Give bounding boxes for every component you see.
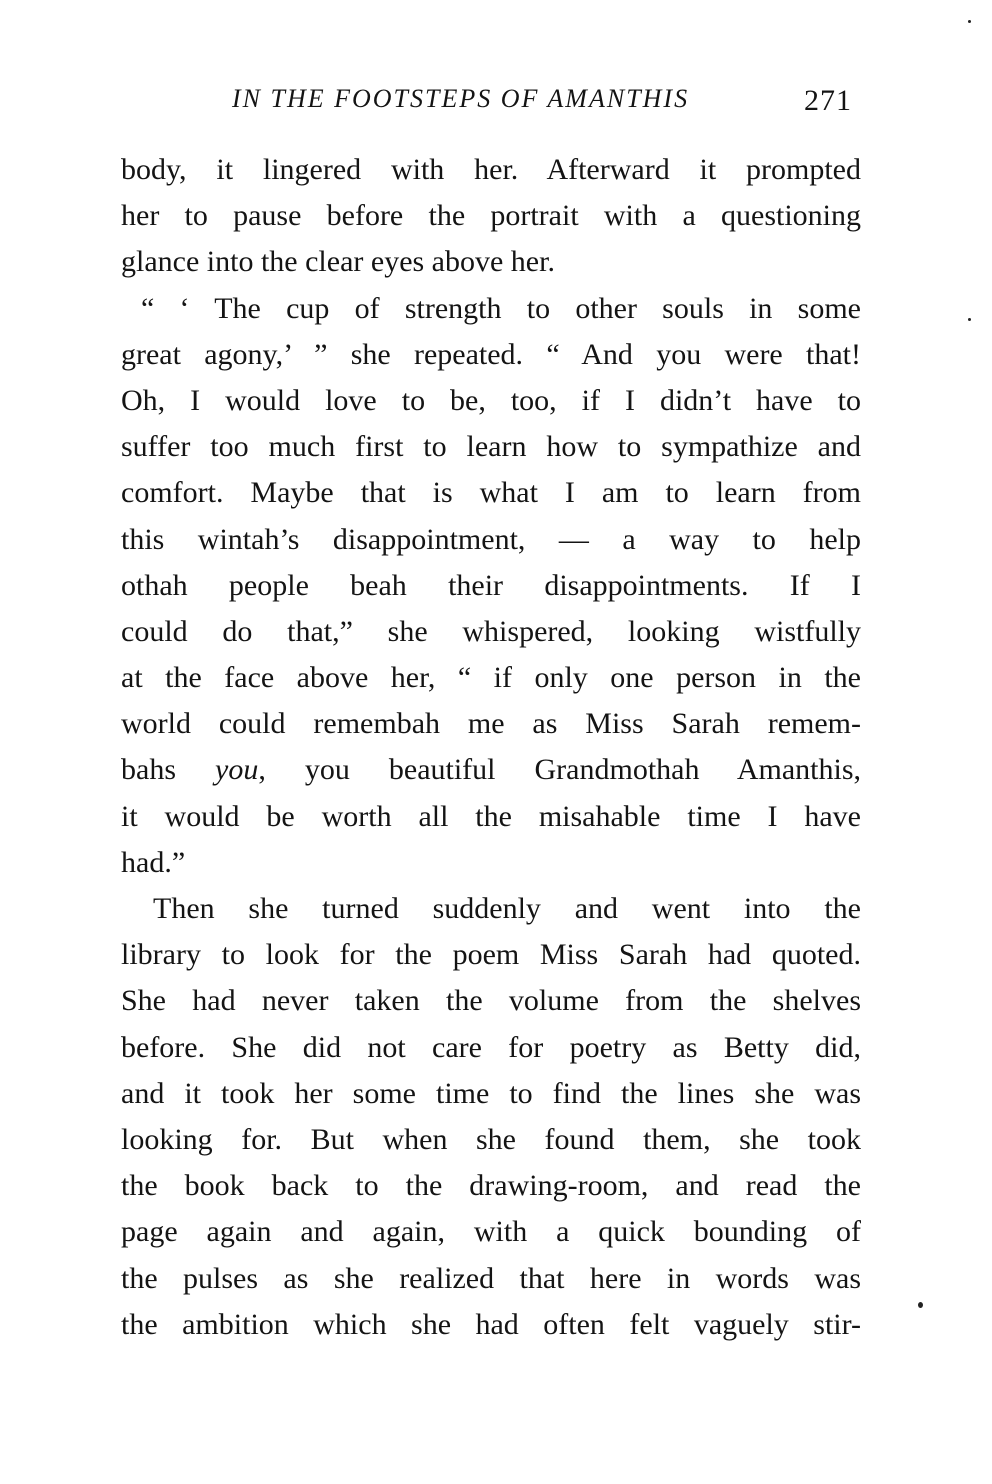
text-line: before. She did not care for poetry as Betty did, — [121, 1030, 861, 1064]
scan-speck — [968, 20, 971, 23]
text-line: this wintah’s disappointment, — a way to help — [121, 522, 861, 556]
text-line: suffer too much first to learn how to sympathize and — [121, 430, 861, 464]
text-line: She had never taken the volume from the shelves — [121, 984, 861, 1018]
text-line: comfort. Maybe that is what I am to learn from — [121, 476, 861, 510]
italic-word-line: bahs you, you beautiful Grandmothah Amanthis, — [121, 753, 861, 787]
text-line: the ambition which she had often felt vaguely stir- — [121, 1307, 861, 1341]
emphasis-word: you — [215, 753, 259, 787]
text-line: had.” — [121, 845, 186, 879]
text-line: great agony,’ ” she repeated. “ And you were that! — [121, 337, 861, 371]
text-line: it would be worth all the misahable time I have — [121, 799, 861, 833]
scan-speck — [918, 1302, 923, 1308]
text-line: “ ‘ The cup of strength to other souls in some — [141, 291, 861, 325]
text-line: and it took her some time to find the lines she was — [121, 1076, 861, 1110]
text-line: Oh, I would love to be, too, if I didn’t have to — [121, 383, 861, 417]
text-line: could do that,” she whispered, looking wistfully — [121, 614, 861, 648]
text-line: glance into the clear eyes above her. — [121, 245, 555, 279]
running-title: IN THE FOOTSTEPS OF AMANTHIS — [232, 84, 690, 113]
text-line: Then she turned suddenly and went into the — [153, 892, 861, 925]
running-head — [232, 84, 862, 124]
text-line: page again and again, with a quick bounding of — [121, 1215, 861, 1249]
body-text — [121, 147, 861, 1348]
text-line: her to pause before the portrait with a questioning — [121, 199, 861, 233]
scan-speck — [968, 318, 971, 321]
text-line: body, it lingered with her. Afterward it prompted — [121, 153, 861, 186]
text-line: library to look for the poem Miss Sarah had quoted. — [121, 938, 861, 972]
text-line: looking for. But when she found them, she took — [121, 1122, 861, 1156]
text-line: at the face above her, “ if only one person in the — [121, 661, 861, 695]
text-line — [121, 747, 861, 793]
text-line: the book back to the drawing-room, and read the — [121, 1169, 861, 1203]
page-number: 271 — [804, 84, 852, 117]
text-line: othah people beah their disappointments. If I — [121, 568, 861, 602]
text-line: world could remembah me as Miss Sarah remem- — [121, 707, 861, 741]
text-line: the pulses as she realized that here in words was — [121, 1261, 861, 1295]
